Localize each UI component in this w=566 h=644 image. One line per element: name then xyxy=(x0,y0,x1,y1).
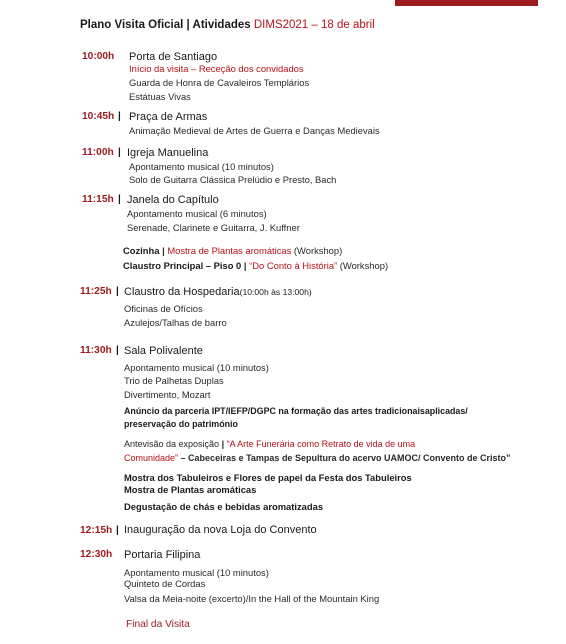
location-porta-de-santiago: Porta de Santiago xyxy=(129,51,218,63)
exhibition-pre: Antevisão da exposição xyxy=(124,439,220,449)
time-1000: 10:00h xyxy=(82,51,115,62)
workshop-claustro-principal xyxy=(123,260,388,271)
time-1115: 11:15h xyxy=(82,194,114,205)
item-line: Valsa da Meia-noite (excerto)/In the Hall of the Mountain King xyxy=(124,593,380,604)
time-1215: 12:15h xyxy=(80,525,113,536)
location-hours-note: (10:00h às 13:00h) xyxy=(239,287,312,297)
workshop-place: Cozinha xyxy=(123,245,160,256)
item-line: Apontamento musical (10 minutos) xyxy=(124,362,269,373)
item-line: Solo de Guitarra Clássica Prelúdio e Presto, Bach xyxy=(129,174,337,185)
workshop-separator: | xyxy=(159,245,168,256)
item-line: Divertimento, Mozart xyxy=(124,389,211,400)
time-separator: | xyxy=(118,111,121,122)
item-line: Início da visita – Receção dos convidados xyxy=(129,63,304,74)
workshop-place: Claustro Principal – Piso 0 xyxy=(123,260,242,271)
workshop-suffix: (Workshop) xyxy=(291,245,343,256)
exhibition-title-end: Comunidade” xyxy=(124,453,179,463)
time-separator: | xyxy=(116,345,119,356)
title-prefix: Plano Visita Oficial xyxy=(80,19,184,31)
item-line: Oficinas de Ofícios xyxy=(124,303,203,314)
item-inauguracao-loja: Inauguração da nova Loja do Convento xyxy=(124,524,317,536)
workshop-name: Mostra de Plantas aromáticas xyxy=(167,245,292,256)
exhibition-separator: | xyxy=(219,439,227,449)
location-janela-do-capitulo: Janela do Capítulo xyxy=(127,194,219,206)
location-sala-polivalente: Sala Polivalente xyxy=(124,345,203,357)
time-separator: | xyxy=(116,525,119,536)
tasting-line: Degustação de chás e bebidas aromatizadas xyxy=(124,501,324,512)
exhibition-title: “A Arte Funerária como Retrato de vida de uma xyxy=(226,439,416,449)
workshop-name: “Do Conto à História” xyxy=(249,260,338,271)
announcement-line: Anúncio da parceria IPT/IEFP/DGPC na formação das artes tradicionaisaplicadas/ xyxy=(124,406,468,416)
item-line: Apontamento musical (6 minutos) xyxy=(127,208,267,219)
location-claustro-da-hospedaria xyxy=(124,286,312,298)
item-line: Apontamento musical (10 minutos) xyxy=(129,161,274,172)
time-separator: | xyxy=(118,194,121,205)
exhibition-details: – Cabeceiras e Tampas de Sepultura do acervo UAMOC/ Convento de Cristo” xyxy=(180,453,511,463)
page-title xyxy=(80,19,375,31)
location-praca-de-armas: Praça de Armas xyxy=(129,111,208,123)
time-1100: 11:00h xyxy=(82,147,114,158)
top-accent-bar xyxy=(395,0,538,6)
item-line: Estátuas Vivas xyxy=(129,91,191,102)
exhibition-line-2 xyxy=(124,453,510,463)
item-line: Apontamento musical (10 minutos) xyxy=(124,567,269,578)
show-line: Mostra de Plantas aromáticas xyxy=(124,484,257,495)
item-line: Guarda de Honra de Cavaleiros Templários xyxy=(129,77,310,88)
item-line: Azulejos/Talhas de barro xyxy=(124,317,227,328)
title-mid: Atividades xyxy=(192,19,254,31)
show-line: Mostra dos Tabuleiros e Flores de papel da Festa dos Tabuleiros xyxy=(124,472,412,483)
item-line: Animação Medieval de Artes de Guerra e Danças Medievais xyxy=(129,125,380,136)
time-1045: 10:45h xyxy=(82,111,115,122)
time-1125: 11:25h xyxy=(80,286,112,297)
item-line: Quinteto de Cordas xyxy=(124,578,206,589)
announcement-line: preservação do património xyxy=(124,419,238,429)
workshop-separator: | xyxy=(241,260,250,271)
time-separator: | xyxy=(118,147,121,158)
exhibition-line-1 xyxy=(124,439,415,449)
time-separator: | xyxy=(116,286,119,297)
workshop-suffix: (Workshop) xyxy=(337,260,389,271)
item-line: Trio de Palhetas Duplas xyxy=(124,375,224,386)
title-separator: | xyxy=(183,19,193,31)
workshop-cozinha xyxy=(123,245,342,256)
time-1230: 12:30h xyxy=(80,549,113,560)
location-igreja-manuelina: Igreja Manuelina xyxy=(127,147,209,159)
final-da-visita: Final da Visita xyxy=(126,619,190,630)
location-portaria-filipina: Portaria Filipina xyxy=(124,549,201,561)
title-event-date: DIMS2021 – 18 de abril xyxy=(253,19,375,31)
location-title: Claustro da Hospedaria xyxy=(124,286,240,298)
item-line: Serenade, Clarinete e Guitarra, J. Kuffner xyxy=(127,222,300,233)
time-1130: 11:30h xyxy=(80,345,112,356)
